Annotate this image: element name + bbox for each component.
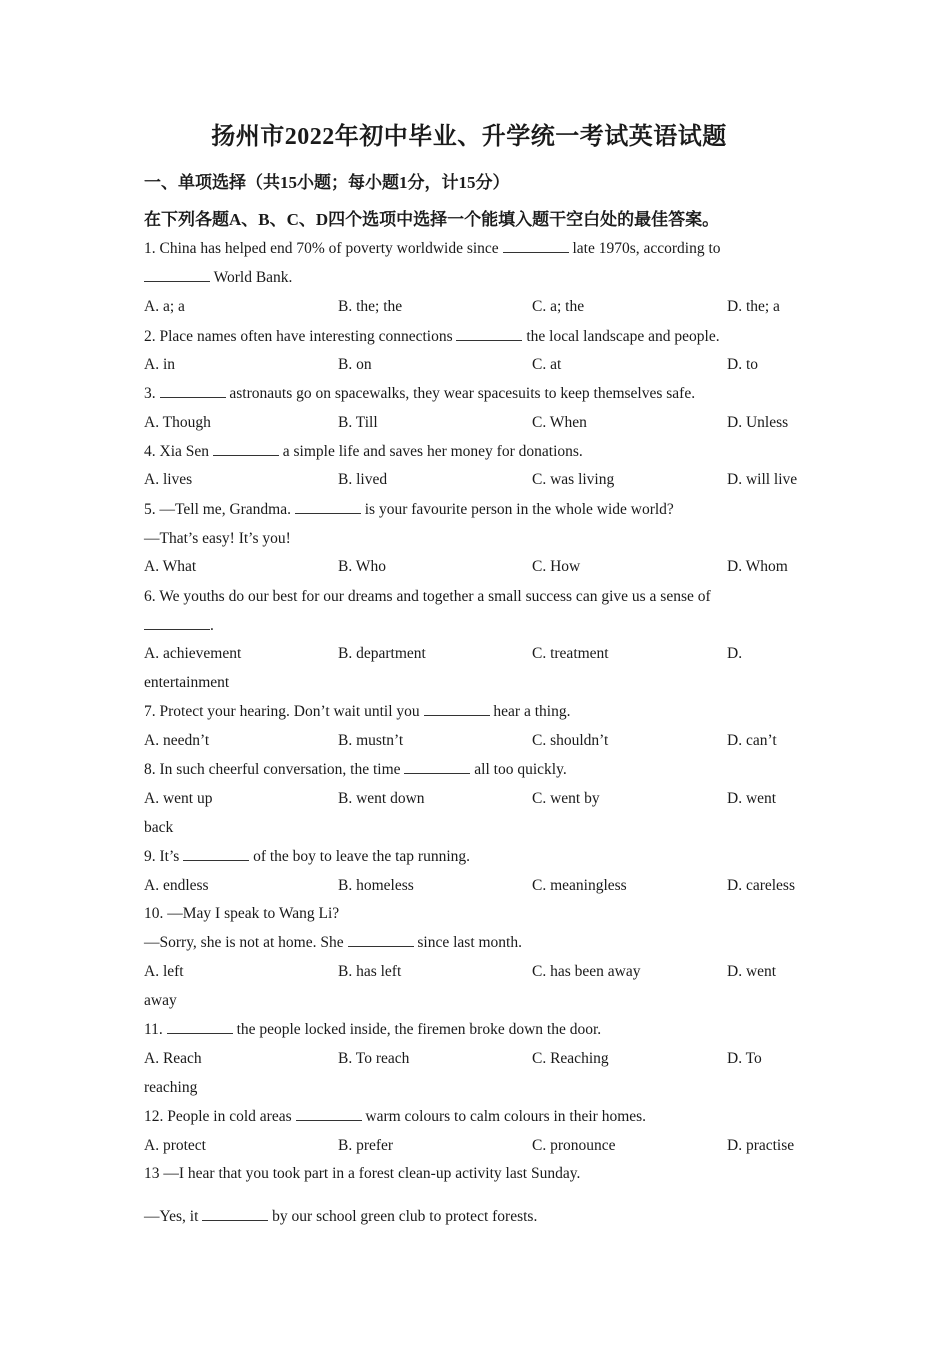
answer-option-continued: away [144,992,177,1009]
answer-option: C. meaningless [532,877,627,894]
answer-option: B. lived [338,471,388,488]
question-text: the people locked inside, the firemen broke down the door. [232,1021,602,1038]
answer-blank [202,1208,268,1221]
answer-option: A. endless [144,877,209,894]
question-text: since last month. [413,934,522,951]
answer-option: A. left [144,963,184,980]
answer-blank [167,1021,233,1034]
question-text: 4. Xia Sen [144,443,213,460]
question-text: hear a thing. [489,703,571,720]
answer-option: B. department [338,645,426,662]
answer-blank [213,443,279,456]
answer-option: A. in [144,356,175,373]
question-text: 1. China has helped end 70% of poverty worldwide since [144,240,503,257]
answer-option: C. shouldn’t [532,732,609,749]
answer-option: A. lives [144,471,193,488]
answer-option: D. to [727,356,758,373]
question-text: 8. In such cheerful conversation, the time [144,761,405,778]
question-text: of the boy to leave the tap running. [249,848,471,865]
answer-option: A. went up [144,790,213,807]
question-stem-line [144,1207,537,1227]
answer-option: B. went down [338,790,425,807]
answer-blank [295,501,361,514]
answer-option: D. careless [727,877,795,894]
answer-blank [503,240,569,253]
answer-option: C. at [532,356,562,373]
answer-option-continued: back [144,819,174,836]
answer-option: D. can’t [727,732,777,749]
question-stem-line [144,529,291,549]
answer-option: C. Reaching [532,1050,609,1067]
answer-blank [144,269,210,282]
answer-option: C. When [532,414,587,431]
question-text: 11. [144,1021,167,1038]
answer-option-continued: entertainment [144,674,230,691]
answer-option: A. Reach [144,1050,202,1067]
answer-blank [456,328,522,341]
page-title: 扬州市2022年初中毕业、升学统一考试英语试题 [211,124,727,150]
answer-option: B. To reach [338,1050,410,1067]
question-stem-line [144,1020,601,1040]
question-text: —That’s easy! It’s you! [144,530,291,547]
question-stem-line [144,500,674,520]
answer-option: A. a; a [144,298,185,315]
answer-option: D. went [727,963,777,980]
question-stem-line [144,760,567,780]
question-stem-line [144,327,720,347]
question-stem-line [144,616,214,636]
answer-option: C. treatment [532,645,609,662]
answer-option: A. protect [144,1137,206,1154]
answer-option: D. Whom [727,558,788,575]
question-text: warm colours to calm colours in their homes. [361,1108,647,1125]
answer-option: D. went [727,790,777,807]
answer-option: A. Though [144,414,211,431]
question-text: 9. It’s [144,848,184,865]
question-stem-line [144,587,711,607]
question-stem-line [144,384,695,404]
question-text: 7. Protect your hearing. Don’t wait until you [144,703,424,720]
question-text: 10. —May I speak to Wang Li? [144,905,340,922]
question-stem-line [144,239,721,259]
question-text: the local landscape and people. [522,328,720,345]
question-stem-line [144,268,292,288]
answer-option: B. Who [338,558,386,575]
question-stem-line [144,1164,580,1184]
question-text: 13 —I hear that you took part in a forest clean-up activity last Sunday. [144,1165,581,1182]
answer-blank [348,934,414,947]
question-text: a simple life and saves her money for donations. [278,443,583,460]
answer-option: B. the; the [338,298,403,315]
answer-option: D. the; a [727,298,780,315]
question-text: —Sorry, she is not at home. She [144,934,348,951]
question-stem-line [144,442,583,462]
question-text: late 1970s, according to [568,240,721,257]
answer-option-continued: reaching [144,1079,198,1096]
answer-option: C. a; the [532,298,585,315]
answer-option: B. homeless [338,877,414,894]
question-text: —Yes, it [144,1208,203,1225]
answer-option: B. Till [338,414,378,431]
question-text: World Bank. [210,269,293,286]
question-text: all too quickly. [470,761,567,778]
answer-option: C. How [532,558,581,575]
question-text: 2. Place names often have interesting connections [144,328,457,345]
answer-option: B. mustn’t [338,732,404,749]
answer-option: B. has left [338,963,402,980]
question-stem-line [144,847,470,867]
question-text: is your favourite person in the whole wide world? [360,501,674,518]
answer-option: C. pronounce [532,1137,616,1154]
section-header: 一、单项选择（共15小题；每小题1分，计15分） [144,173,510,192]
answer-blank [183,848,249,861]
question-text: . [210,617,214,634]
question-text: astronauts go on spacewalks, they wear spacesuits to keep themselves safe. [225,385,696,402]
answer-blank [296,1108,362,1121]
answer-option: A. achievement [144,645,242,662]
answer-blank [160,385,226,398]
answer-option: D. To [727,1050,762,1067]
answer-option: C. went by [532,790,600,807]
question-text: 5. —Tell me, Grandma. [144,501,295,518]
question-stem-line [144,933,522,953]
question-text: by our school green club to protect forests. [268,1208,538,1225]
answer-option: A. What [144,558,197,575]
question-stem-line [144,702,570,722]
answer-option: C. was living [532,471,615,488]
answer-blank [424,703,490,716]
answer-option: D. [727,645,743,662]
question-text: 6. We youths do our best for our dreams and together a small success can give us a sense of [144,588,711,605]
question-stem-line [144,904,339,924]
answer-option: D. will live [727,471,798,488]
answer-blank [404,761,470,774]
answer-blank [144,617,210,630]
answer-option: C. has been away [532,963,641,980]
answer-option: B. on [338,356,372,373]
answer-option: A. needn’t [144,732,210,749]
instruction-text: 在下列各题A、B、C、D四个选项中选择一个能填入题干空白处的最佳答案。 [144,210,720,229]
answer-option: D. practise [727,1137,795,1154]
question-stem-line [144,1107,646,1127]
answer-option: B. prefer [338,1137,394,1154]
question-text: 3. [144,385,160,402]
answer-option: D. Unless [727,414,789,431]
question-text: 12. People in cold areas [144,1108,296,1125]
